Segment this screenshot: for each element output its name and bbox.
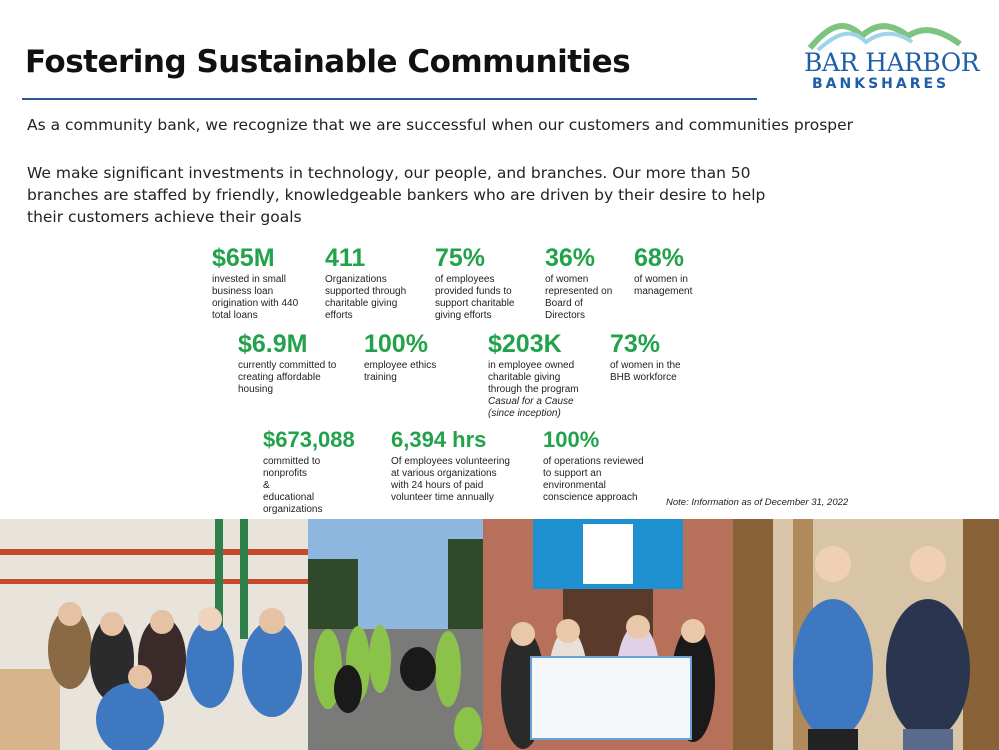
stat-desc: of operations reviewed to support an environmental conscience approach <box>543 456 644 503</box>
stat-volunteer-hours <box>391 426 516 504</box>
photo-roadside-cleanup <box>308 519 483 750</box>
photo-construction-volunteers <box>733 519 999 750</box>
stat-desc: of women represented on Board of Directors <box>545 274 613 321</box>
page-title: Fostering Sustainable Communities <box>25 44 631 80</box>
stat-desc: employee ethics training <box>364 360 437 383</box>
stat-value: $673,088 <box>263 427 355 452</box>
investment-paragraph: We make significant investments in technology, our people, and branches. Our more than 50 branches are staffed by friendly, knowledgeable bankers who are driven by their desire to help their customers achieve their goals <box>27 164 766 226</box>
data-note: Note: Information as of December 31, 2022 <box>666 497 849 508</box>
stat-women-board <box>545 244 620 322</box>
stat-value: 68% <box>634 244 685 272</box>
stat-value: 6,394 hrs <box>391 427 487 452</box>
company-logo <box>800 14 980 109</box>
stat-value: 100% <box>543 427 600 452</box>
stat-women-workforce <box>610 330 690 384</box>
logo-text-bankshares: BANKSHARES <box>812 76 950 92</box>
stat-small-business <box>212 244 307 322</box>
stat-desc-program: Casual for a Cause <box>488 396 574 407</box>
stat-value: 100% <box>364 330 428 358</box>
stat-desc: currently committed to creating affordable housing <box>238 360 337 395</box>
title-underline <box>22 98 757 100</box>
stat-desc: Of employees volunteering at various organizations with 24 hours of paid volunteer time annually <box>391 456 510 503</box>
stat-desc-text: in employee owned charitable giving through the program <box>488 360 579 395</box>
stat-value: $65M <box>212 244 275 272</box>
stat-desc-since: (since inception) <box>488 408 561 419</box>
stat-desc: of women in the BHB workforce <box>610 360 681 383</box>
stat-desc: of women in management <box>634 274 693 297</box>
stat-value: 73% <box>610 330 661 358</box>
stat-desc <box>488 360 588 420</box>
stat-value: 411 <box>325 244 366 272</box>
stat-employee-giving <box>488 330 588 420</box>
stat-women-management <box>634 244 709 298</box>
stat-ethics-training <box>364 330 464 384</box>
stat-operations <box>543 426 648 504</box>
stat-nonprofits <box>263 426 378 516</box>
photo-ymca-check <box>483 519 733 750</box>
stat-organizations <box>325 244 420 322</box>
stat-value: $6.9M <box>238 330 308 358</box>
stat-desc: of employees provided funds to support charitable giving efforts <box>435 274 515 321</box>
stat-desc: invested in small business loan origination with 440 total loans <box>212 274 299 321</box>
intro-text: As a community bank, we recognize that we are successful when our customers and communities prosper <box>27 116 854 134</box>
stat-value: $203K <box>488 330 562 358</box>
logo-text-bar-harbor: BAR HARBOR <box>804 48 980 77</box>
photo-warehouse-volunteers <box>0 519 308 750</box>
stat-value: 75% <box>435 244 486 272</box>
stat-value: 36% <box>545 244 596 272</box>
photo-strip <box>0 519 999 750</box>
stat-desc: committed to nonprofits & educational organizations <box>263 456 323 515</box>
stat-desc: Organizations supported through charitable giving efforts <box>325 274 407 321</box>
stat-affordable-housing <box>238 330 338 396</box>
stat-employees-funds <box>435 244 530 322</box>
